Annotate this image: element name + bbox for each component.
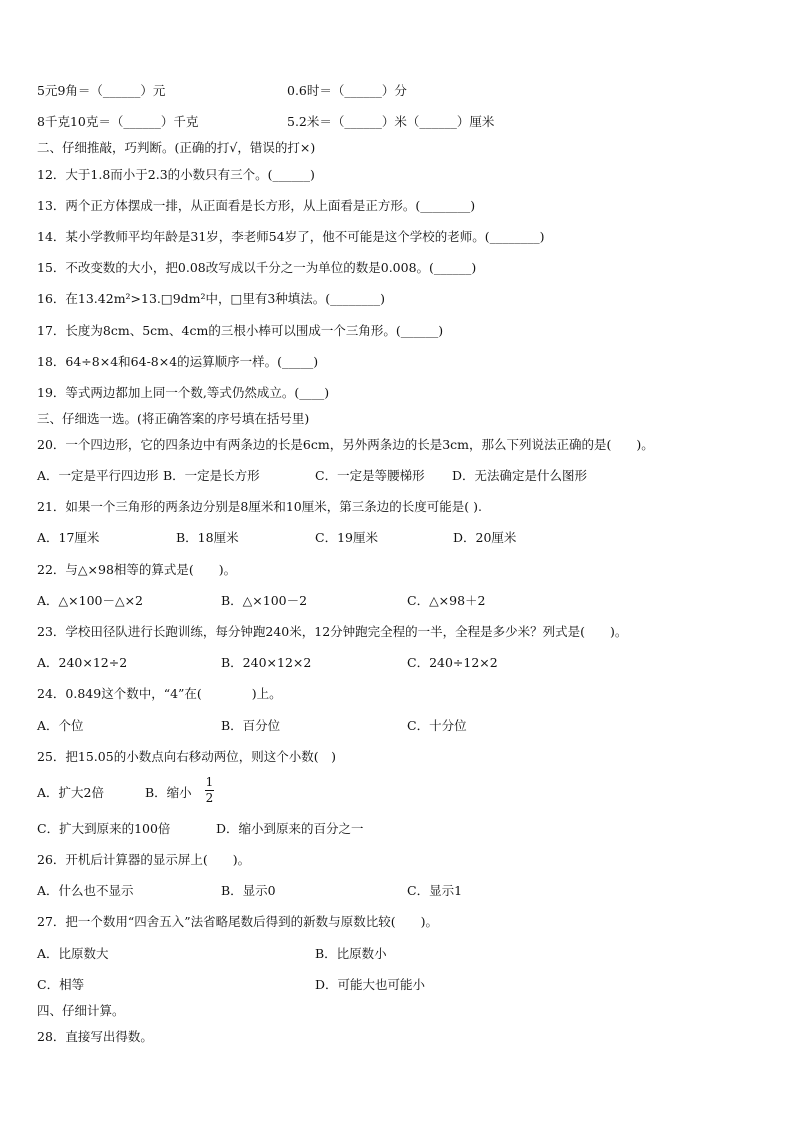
question-stem: 28．直接写出得数。 (37, 1029, 153, 1044)
section-heading: 三、仔细选一选。(将正确答案的序号填在括号里) (37, 411, 310, 426)
option-b: B．显示0 (221, 883, 276, 898)
option-b: B．比原数小 (315, 946, 387, 961)
question-stem: 20．一个四边形，它的四条边中有两条边的长是6cm，另外两条边的长是3cm，那么下列说法正确的是( )。 (37, 437, 654, 452)
question-stem: 21．如果一个三角形的两条边分别是8厘米和10厘米，第三条边的长度可能是( ). (37, 499, 482, 514)
question-item: 16．在13.42m²>13.□9dm²中，□里有3种填法。(________) (37, 291, 386, 306)
option-a: A．比原数大 (37, 946, 109, 961)
option-d: D．20厘米 (453, 530, 517, 545)
question-stem: 23．学校田径队进行长跑训练，每分钟跑240米，12分钟跑完全程的一半，全程是多少米？列式是( )。 (37, 624, 628, 639)
fill-item: 5.2米＝（______）米（______）厘米 (287, 114, 495, 129)
question-item: 17．长度为8cm、5cm、4cm的三根小棒可以围成一个三角形。(______) (37, 323, 444, 338)
option-a: A．扩大2倍 (37, 785, 104, 800)
one-half-fraction (205, 776, 214, 805)
fraction-numerator: 1 (205, 775, 214, 789)
option-c: C．十分位 (407, 718, 467, 733)
option-c: C．显示1 (407, 883, 463, 898)
section-heading: 二、仔细推敲，巧判断。(正确的打√，错误的打×) (37, 140, 316, 155)
option-a: A．△×100－△×2 (37, 593, 144, 608)
option-d: D．无法确定是什么图形 (452, 468, 588, 483)
question-stem: 25．把15.05的小数点向右移动两位，则这个小数( ) (37, 749, 336, 764)
option-b: B．240×12×2 (221, 655, 312, 670)
option-b: B．一定是长方形 (163, 468, 260, 483)
option-a: A．个位 (37, 718, 84, 733)
option-c: C．相等 (37, 977, 85, 992)
option-c: C．19厘米 (315, 530, 378, 545)
question-stem: 24．0.849这个数中，“4”在( )上。 (37, 686, 282, 701)
fill-item: 8千克10克＝（______）千克 (37, 114, 199, 129)
question-item: 14．某小学教师平均年龄是31岁，李老师54岁了，他不可能是这个学校的老师。(________) (37, 229, 545, 244)
option-a: A．一定是平行四边形 (37, 468, 159, 483)
question-item: 15．不改变数的大小，把0.08改写成以千分之一为单位的数是0.008。(______) (37, 260, 477, 275)
option-d: D．可能大也可能小 (315, 977, 426, 992)
option-a: A．240×12÷2 (37, 655, 128, 670)
question-item: 12．大于1.8而小于2.3的小数只有三个。(______) (37, 167, 315, 182)
question-stem: 22．与△×98相等的算式是( )。 (37, 562, 237, 577)
option-c: C．一定是等腰梯形 (315, 468, 425, 483)
option-b: B．△×100－2 (221, 593, 308, 608)
option-c: C．△×98＋2 (407, 593, 486, 608)
option-b: B．百分位 (221, 718, 281, 733)
option-b: B．18厘米 (176, 530, 239, 545)
option-a: A．17厘米 (37, 530, 100, 545)
question-stem: 26．开机后计算器的显示屏上( )。 (37, 852, 251, 867)
fill-item: 5元9角＝（______）元 (37, 83, 166, 98)
fill-item: 0.6时＝（______）分 (287, 83, 407, 98)
fraction-denominator: 2 (205, 791, 214, 805)
question-item: 18．64÷8×4和64-8×4的运算顺序一样。(_____) (37, 354, 319, 369)
question-item: 19．等式两边都加上同一个数,等式仍然成立。(____) (37, 385, 330, 400)
option-b: B．缩小 (145, 785, 192, 800)
option-c: C．扩大到原来的100倍 (37, 821, 171, 836)
option-c: C．240÷12×2 (407, 655, 498, 670)
question-item: 13．两个正方体摆成一排，从正面看是长方形，从上面看是正方形。(________) (37, 198, 476, 213)
section-heading: 四、仔细计算。 (37, 1003, 125, 1018)
option-a: A．什么也不显示 (37, 883, 134, 898)
option-d: D．缩小到原来的百分之一 (216, 821, 364, 836)
question-stem: 27．把一个数用“四舍五入”法省略尾数后得到的新数与原数比较( )。 (37, 914, 438, 929)
